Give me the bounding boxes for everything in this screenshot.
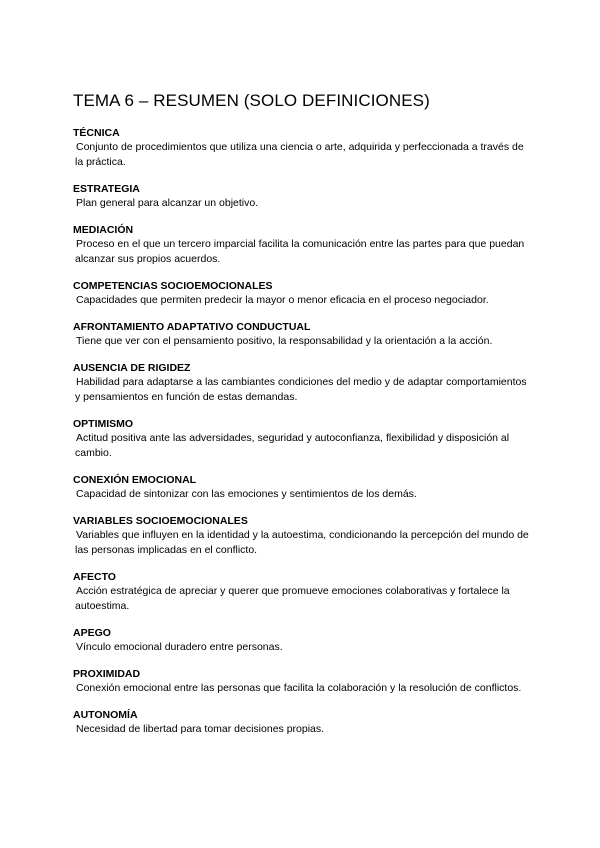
- term-heading: AFECTO: [73, 571, 116, 583]
- term-heading: AUTONOMÍA: [73, 709, 138, 721]
- term-heading: COMPETENCIAS SOCIOEMOCIONALES: [73, 280, 273, 292]
- term-heading: VARIABLES SOCIOEMOCIONALES: [73, 515, 248, 527]
- term-heading: AFRONTAMIENTO ADAPTATIVO CONDUCTUAL: [73, 321, 311, 333]
- entry-proximidad: [73, 667, 533, 696]
- term-definition: Necesidad de libertad para tomar decisiones propias.: [76, 723, 325, 735]
- term-definition: Acción estratégica de apreciar y querer que promueve emociones colaborativas y fortalece la autoestima.: [75, 585, 510, 612]
- entry-conexion-emocional: [73, 473, 533, 502]
- entry-autonomia: [73, 708, 533, 737]
- term-heading: ESTRATEGIA: [73, 183, 140, 195]
- term-definition: Capacidades que permiten predecir la mayor o menor eficacia en el proceso negociador.: [76, 294, 489, 306]
- term-heading: PROXIMIDAD: [73, 668, 141, 680]
- entry-variables-socioemocionales: [73, 514, 533, 558]
- term-heading: APEGO: [73, 627, 111, 639]
- entry-afecto: [73, 570, 533, 614]
- term-definition: Variables que influyen en la identidad y la autoestima, condicionando la percepción del mundo de las personas implicadas en el conflicto.: [75, 529, 529, 556]
- term-heading: AUSENCIA DE RIGIDEZ: [73, 362, 191, 374]
- entry-mediacion: [73, 223, 533, 267]
- entry-tecnica: [73, 126, 533, 170]
- term-heading: CONEXIÓN EMOCIONAL: [73, 474, 197, 486]
- entry-competencias-socioemocionales: [73, 279, 533, 308]
- term-definition: Actitud positiva ante las adversidades, seguridad y autoconfianza, flexibilidad y disposición al cambio.: [75, 432, 510, 459]
- term-heading: OPTIMISMO: [73, 418, 134, 430]
- term-definition: Vínculo emocional duradero entre personas.: [76, 641, 283, 653]
- entry-afrontamiento-adaptativo-conductual: [73, 320, 533, 349]
- term-definition: Conexión emocional entre las personas que facilita la colaboración y la resolución de conflictos.: [76, 682, 522, 694]
- term-definition: Tiene que ver con el pensamiento positivo, la responsabilidad y la orientación a la acción.: [76, 335, 493, 347]
- entry-optimismo: [73, 417, 533, 461]
- term-definition: Proceso en el que un tercero imparcial facilita la comunicación entre las partes para que puedan alcanzar sus propios acuerdos.: [75, 238, 525, 265]
- entry-estrategia: [73, 182, 533, 211]
- term-heading: MEDIACIÓN: [73, 224, 134, 236]
- term-heading: TÉCNICA: [73, 127, 120, 139]
- term-definition: Habilidad para adaptarse a las cambiantes condiciones del medio y de adaptar comportamientos y pensamientos en función de estas demandas.: [75, 376, 527, 403]
- entry-ausencia-de-rigidez: [73, 361, 533, 405]
- page-title: TEMA 6 – RESUMEN (SOLO DEFINICIONES): [73, 91, 430, 110]
- term-definition: Plan general para alcanzar un objetivo.: [76, 197, 259, 209]
- entry-apego: [73, 626, 533, 655]
- document-page: [73, 90, 533, 749]
- term-definition: Capacidad de sintonizar con las emociones y sentimientos de los demás.: [76, 488, 417, 500]
- term-definition: Conjunto de procedimientos que utiliza una ciencia o arte, adquirida y perfeccionada a través de la práctica.: [75, 141, 524, 168]
